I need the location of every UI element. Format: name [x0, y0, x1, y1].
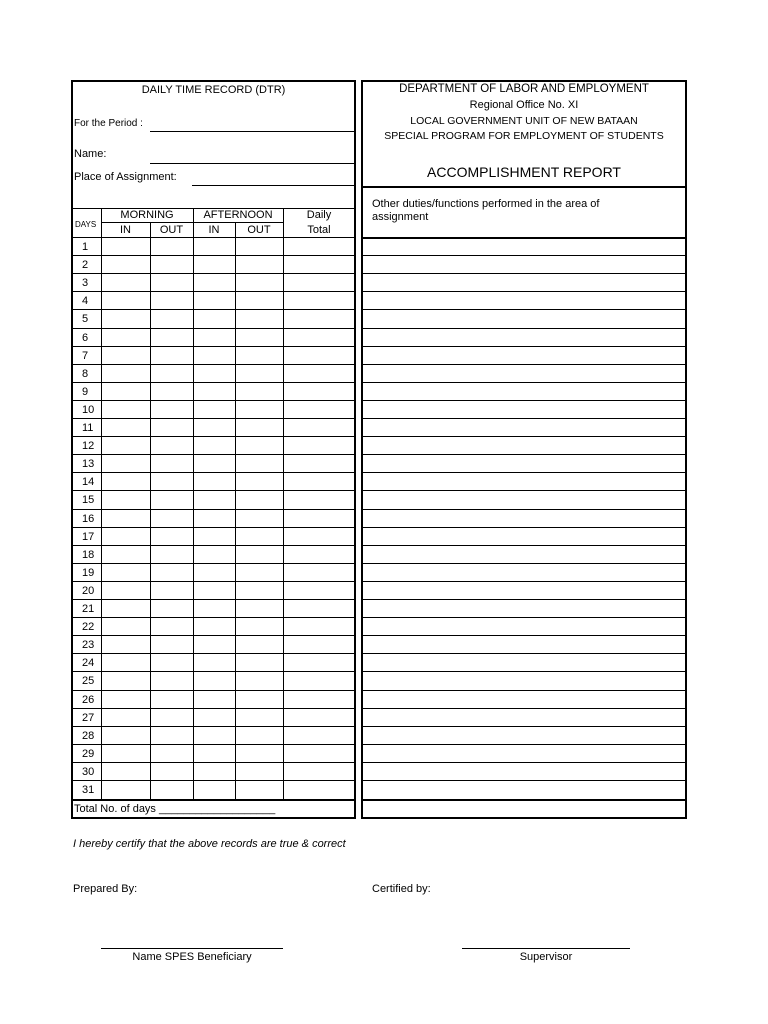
dtr-row-rule: [72, 509, 356, 510]
dtr-row-rule: [72, 454, 356, 455]
dtr-title: DAILY TIME RECORD (DTR): [141, 84, 286, 96]
day-number: 7: [82, 349, 89, 362]
morning-in-header: IN: [120, 224, 131, 236]
assignment-field[interactable]: [192, 185, 355, 186]
day-number: 11: [82, 422, 94, 434]
dtr-row-rule: [72, 708, 356, 709]
dtr-row-rule: [72, 563, 356, 564]
report-table-top-rule: [362, 237, 686, 239]
day-number: 18: [82, 548, 95, 561]
dtr-row-rule: [72, 364, 356, 365]
report-row-rule: [362, 563, 686, 564]
day-number: 6: [82, 331, 89, 344]
dtr-row-rule: [72, 744, 356, 745]
dtr-row-rule: [72, 490, 356, 491]
day-number: 28: [82, 729, 95, 742]
morning-out-header: OUT: [159, 224, 184, 236]
report-row-rule: [362, 762, 686, 763]
afternoon-header: AFTERNOON: [203, 209, 273, 221]
regional-office: Regional Office No. XI: [469, 99, 579, 111]
dtr-row-rule: [72, 418, 356, 419]
dtr-row-rule: [72, 346, 356, 347]
certified-by-label: Certified by:: [372, 883, 431, 895]
day-number: 19: [82, 566, 95, 579]
dtr-row-rule: [72, 653, 356, 654]
dtr-table-top-rule: [72, 237, 356, 238]
duties-label-line1: Other duties/functions performed in the area of: [372, 198, 600, 210]
day-number: 17: [82, 530, 95, 543]
name-label: Name:: [74, 148, 107, 160]
dtr-row-rule: [72, 472, 356, 473]
report-title: ACCOMPLISHMENT REPORT: [427, 164, 621, 180]
day-number: 12: [82, 440, 95, 453]
day-number: 9: [82, 385, 89, 398]
session-header-rule: [101, 222, 283, 223]
day-number: 1: [82, 241, 89, 253]
report-row-rule: [362, 291, 686, 292]
dtr-row-rule: [72, 599, 356, 600]
name-field[interactable]: [150, 163, 355, 164]
dtr-row-rule: [72, 762, 356, 763]
day-number: 2: [82, 259, 89, 272]
dtr-row-rule: [72, 545, 356, 546]
report-row-rule: [362, 309, 686, 310]
dtr-row-rule: [72, 617, 356, 618]
lgu-name: LOCAL GOVERNMENT UNIT OF NEW BATAAN: [410, 115, 638, 127]
dtr-row-rule: [72, 400, 356, 401]
dtr-row-rule: [72, 780, 356, 781]
report-row-rule: [362, 671, 686, 672]
day-number: 22: [82, 621, 95, 634]
day-number: 5: [82, 313, 89, 326]
dtr-row-rule: [72, 690, 356, 691]
dtr-row-rule: [72, 527, 356, 528]
report-row-rule: [362, 599, 686, 600]
report-row-rule: [362, 273, 686, 274]
day-number: 10: [82, 403, 95, 416]
dtr-row-rule: [72, 635, 356, 636]
day-number: 30: [82, 765, 95, 778]
afternoon-in-header: IN: [208, 224, 220, 236]
report-row-rule: [362, 726, 686, 727]
day-number: 3: [82, 277, 89, 290]
certify-statement: I hereby certify that the above records are true & correct: [73, 838, 346, 850]
dtr-row-rule: [72, 328, 356, 329]
report-row-rule: [362, 581, 686, 582]
day-number: 21: [82, 603, 95, 615]
dtr-row-rule: [72, 581, 356, 582]
day-number: 31: [82, 784, 95, 796]
day-number: 8: [82, 367, 89, 380]
report-row-rule: [362, 346, 686, 347]
col-line-days: [101, 208, 102, 799]
report-row-rule: [362, 744, 686, 745]
duties-label-line2: assignment: [372, 211, 429, 223]
report-row-rule: [362, 472, 686, 473]
dtr-table-bottom-rule: [72, 799, 356, 801]
total-days-label: Total No. of days ___________________: [74, 803, 276, 815]
report-row-rule: [362, 400, 686, 401]
dtr-row-rule: [72, 726, 356, 727]
col-line-afternoon: [193, 208, 194, 799]
assignment-label: Place of Assignment:: [74, 171, 177, 183]
dept-name: DEPARTMENT OF LABOR AND EMPLOYMENT: [399, 83, 649, 95]
report-row-rule: [362, 545, 686, 546]
report-row-rule: [362, 490, 686, 491]
morning-header: MORNING: [120, 209, 174, 221]
day-number: 20: [82, 584, 95, 597]
report-row-rule: [362, 328, 686, 329]
daily-header: Daily: [306, 209, 332, 221]
day-number: 14: [82, 476, 95, 489]
report-row-rule: [362, 617, 686, 618]
day-number: 23: [82, 639, 95, 652]
period-label: For the Period :: [74, 118, 143, 129]
day-number: 25: [82, 675, 95, 688]
report-row-rule: [362, 454, 686, 455]
day-number: 4: [82, 295, 89, 308]
dtr-row-rule: [72, 309, 356, 310]
beneficiary-signature-line[interactable]: [101, 948, 283, 949]
days-header: DAYS: [75, 220, 97, 229]
afternoon-out-header: OUT: [247, 224, 271, 236]
supervisor-label: Supervisor: [519, 951, 573, 963]
report-row-rule: [362, 255, 686, 256]
report-row-rule: [362, 690, 686, 691]
report-row-rule: [362, 653, 686, 654]
day-number: 26: [82, 693, 95, 706]
dtr-row-rule: [72, 671, 356, 672]
day-number: 13: [82, 458, 95, 471]
report-row-rule: [362, 708, 686, 709]
total-header: Total: [307, 224, 331, 236]
day-number: 15: [82, 494, 95, 507]
day-number: 24: [82, 657, 95, 670]
report-row-rule: [362, 436, 686, 437]
report-header-rule: [362, 186, 686, 188]
report-row-rule: [362, 382, 686, 383]
dtr-row-rule: [72, 291, 356, 292]
dtr-row-rule: [72, 382, 356, 383]
report-row-rule: [362, 780, 686, 781]
report-row-rule: [362, 418, 686, 419]
dtr-row-rule: [72, 273, 356, 274]
day-number: 27: [82, 711, 95, 724]
period-field[interactable]: [150, 131, 355, 132]
day-number: 29: [82, 747, 95, 760]
day-number: 16: [82, 512, 95, 525]
supervisor-signature-line[interactable]: [462, 948, 630, 949]
beneficiary-label: Name SPES Beneficiary: [132, 951, 252, 963]
report-row-rule: [362, 635, 686, 636]
report-row-rule: [362, 364, 686, 365]
report-row-rule: [362, 509, 686, 510]
dtr-row-rule: [72, 436, 356, 437]
report-row-rule: [362, 527, 686, 528]
dtr-row-rule: [72, 255, 356, 256]
col-line-daily: [283, 208, 284, 799]
program-name: SPECIAL PROGRAM FOR EMPLOYMENT OF STUDENTS: [384, 130, 664, 142]
prepared-by-label: Prepared By:: [73, 883, 138, 895]
report-table-bottom-rule: [362, 799, 686, 801]
